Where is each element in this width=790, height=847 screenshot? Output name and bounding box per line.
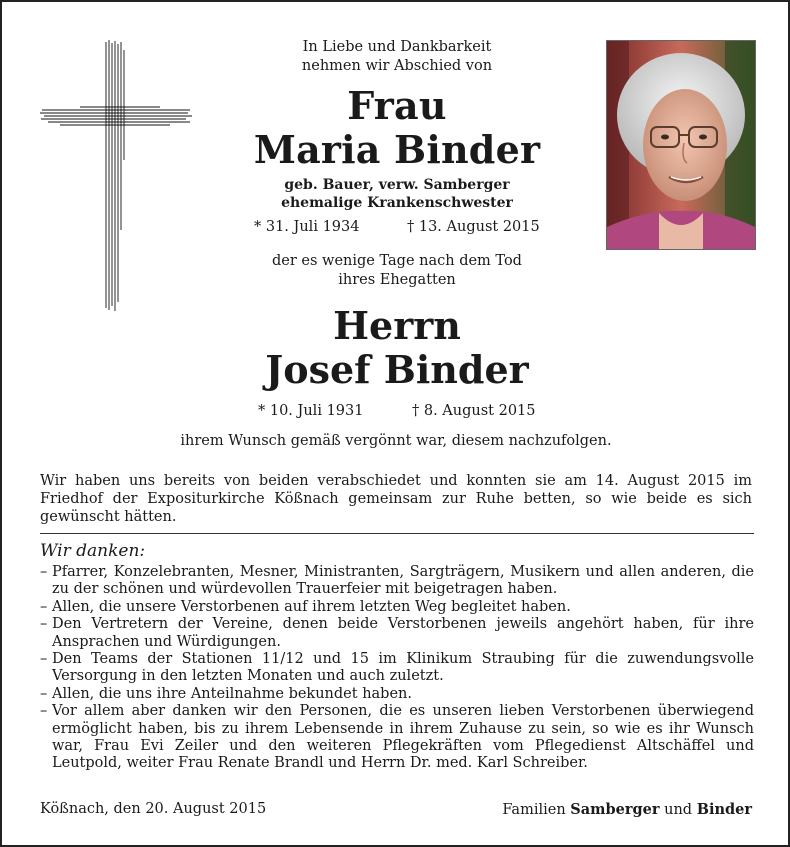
dash: – xyxy=(40,651,48,668)
list-item xyxy=(40,564,754,599)
message-text xyxy=(197,252,597,290)
thanks-item-text: Pfarrer, Konzelebranten, Mesner, Ministranten, Sargträgern, Musikern und allen anderen, die zu der schönen und würdevollen Trauerfeier mit beigetragen haben. xyxy=(52,564,754,598)
person2-born: * 10. Juli 1931 xyxy=(258,403,364,419)
list-item xyxy=(40,703,754,773)
person1-died: † 13. August 2015 xyxy=(407,219,540,235)
burial-paragraph: Wir haben uns bereits von beiden verabschiedet und konnten sie am 14. August 2015 im Friedhof der Expositurkirche Kößnach gemeinsam zur Ruhe betten, so wie beide es sich gewünscht hätten. xyxy=(40,473,752,525)
thanks-item-text: Den Teams der Stationen 11/12 und 15 im Klinikum Straubing für die zuwendungsvolle Versorgung in den letzten Monaten und auch zuletzt. xyxy=(52,651,754,685)
person1-title: Frau xyxy=(347,83,447,128)
person1-subtitle xyxy=(197,176,597,212)
person2-died: † 8. August 2015 xyxy=(412,403,536,419)
message-line-2: ihres Ehegatten xyxy=(338,272,456,288)
list-item xyxy=(40,599,754,616)
dash: – xyxy=(40,598,48,615)
person1-subtitle-1: geb. Bauer, verw. Samberger xyxy=(284,177,510,193)
dash: – xyxy=(40,564,48,580)
dash: – xyxy=(40,685,48,702)
family-samberger: Samberger xyxy=(570,801,660,818)
thanks-item-text: Vor allem aber danken wir den Personen, die es unseren lieben Verstorbenen überwiegend ermöglicht haben, bis zu ihrem Lebensende in ihrem Zuhause zu sein, so wie es ihr Wunsch war, Frau Evi Zeiler und den weiteren Pflegekräften vom Pflegedienst Altschäffel und Leutpold, weiter Frau Renate Brandl und Herrn Dr. med. Karl Schreiber. xyxy=(52,703,754,772)
dash: – xyxy=(40,616,48,633)
thanks-item-text: Den Vertretern der Vereine, denen beide Verstorbenen jeweils angehört haben, für ihre Ansprachen und Würdigungen. xyxy=(52,616,754,650)
place-date: Kößnach, den 20. August 2015 xyxy=(40,801,267,817)
divider xyxy=(40,533,754,534)
person2-title: Herrn xyxy=(333,303,461,348)
person1-born: * 31. Juli 1934 xyxy=(254,219,360,235)
person1-heading xyxy=(197,84,597,172)
list-item xyxy=(40,616,754,651)
message-line-1: der es wenige Tage nach dem Tod xyxy=(272,253,522,269)
person1-subtitle-2: ehemalige Krankenschwester xyxy=(281,195,513,211)
families-and: und xyxy=(664,802,693,818)
person2-name: Josef Binder xyxy=(265,347,529,392)
thanks-heading: Wir danken: xyxy=(40,541,146,561)
list-item xyxy=(40,651,754,686)
thanks-item-text: Allen, die uns ihre Anteilnahme bekundet haben. xyxy=(52,685,412,702)
person2-heading xyxy=(197,304,597,392)
family-binder: Binder xyxy=(696,801,752,818)
families-prefix: Familien xyxy=(502,802,566,818)
list-item xyxy=(40,686,754,703)
dash: – xyxy=(40,703,48,720)
thanks-list xyxy=(40,564,754,773)
portrait-photo xyxy=(606,40,756,250)
intro-line-2: nehmen wir Abschied von xyxy=(301,58,493,74)
intro-text xyxy=(197,38,597,76)
intro-line-1: In Liebe und Dankbarkeit xyxy=(302,39,492,55)
cross-icon xyxy=(40,40,192,312)
person1-name: Maria Binder xyxy=(253,127,541,172)
families-signature xyxy=(502,800,752,820)
follow-text: ihrem Wunsch gemäß vergönnt war, diesem nachzufolgen. xyxy=(180,433,612,449)
thanks-item-text: Allen, die unsere Verstorbenen auf ihrem letzten Weg begleitet haben. xyxy=(52,598,571,615)
